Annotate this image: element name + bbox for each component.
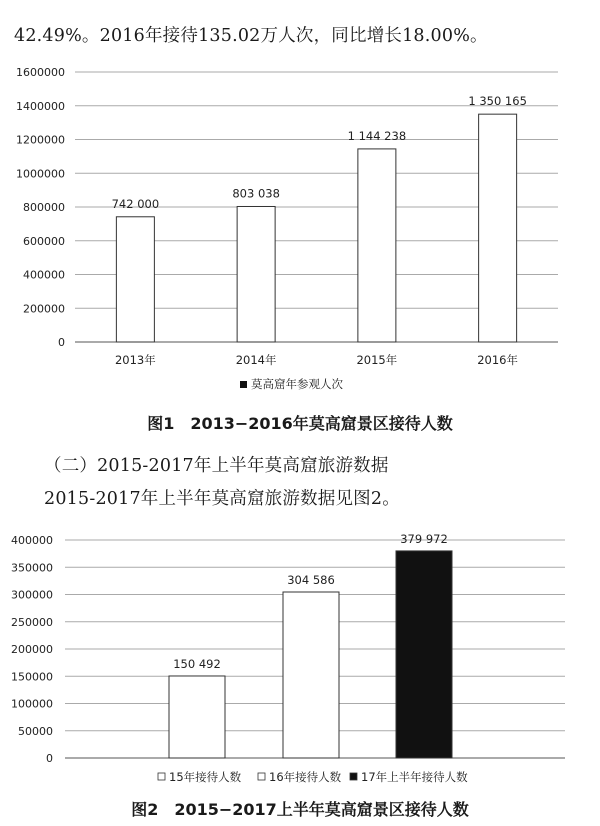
y-tick-label: 100000 — [11, 697, 53, 711]
y-tick-label: 400000 — [23, 268, 65, 282]
y-tick-label: 200000 — [11, 643, 53, 656]
data-label: 379 972 — [400, 531, 448, 546]
legend-marker — [350, 773, 357, 780]
chart-2 — [0, 518, 600, 788]
y-tick-label: 350000 — [11, 561, 53, 575]
legend-marker — [158, 773, 165, 780]
paragraph-line-3: 2015-2017年上半年莫高窟旅游数据见图2。 — [44, 489, 400, 509]
paragraph-line-1: 42.49%。2016年接待135.02万人次，同比增长18.00%。 — [14, 26, 488, 46]
bar — [358, 149, 396, 342]
y-tick-label: 0 — [58, 336, 65, 349]
y-tick-label: 200000 — [23, 302, 65, 316]
y-tick-label: 400000 — [11, 534, 53, 547]
bar — [396, 551, 452, 758]
data-label: 1 144 238 — [347, 128, 407, 143]
y-tick-label: 250000 — [11, 615, 53, 629]
y-tick-label: 1000000 — [16, 167, 65, 181]
legend-label: 15年接待人数 — [169, 770, 242, 784]
legend-marker — [258, 773, 265, 780]
x-tick-label: 2014年 — [235, 353, 277, 367]
bar — [237, 206, 275, 342]
y-tick-label: 1600000 — [16, 66, 65, 79]
figure-1-caption: 图1 2013−2016年莫高窟景区接待人数 — [147, 414, 453, 433]
bar — [283, 592, 339, 758]
x-tick-label: 2016年 — [477, 353, 519, 367]
bar — [479, 114, 517, 342]
data-label: 1 350 165 — [468, 94, 527, 109]
bar — [116, 217, 154, 342]
data-label: 803 038 — [232, 186, 280, 201]
y-tick-label: 0 — [46, 752, 53, 765]
figure-2-caption: 图2 2015−2017上半年莫高窟景区接待人数 — [131, 800, 469, 819]
legend-label: 16年接待人数 — [269, 770, 342, 784]
y-tick-label: 300000 — [11, 588, 53, 602]
legend-label: 莫高窟年参观人次 — [251, 377, 343, 391]
legend-label: 17年上半年接待人数 — [361, 770, 468, 784]
y-tick-label: 800000 — [23, 201, 65, 214]
y-tick-label: 50000 — [18, 724, 53, 738]
chart-1 — [0, 62, 600, 462]
y-tick-label: 1400000 — [16, 99, 65, 113]
section-heading: （二）2015-2017年上半年莫高窟旅游数据 — [44, 456, 389, 476]
data-label: 742 000 — [111, 196, 160, 211]
x-tick-label: 2013年 — [114, 353, 156, 367]
data-label: 304 586 — [287, 573, 335, 588]
bar — [169, 676, 225, 758]
legend-marker — [240, 381, 247, 388]
y-tick-label: 1200000 — [16, 133, 65, 147]
x-tick-label: 2015年 — [356, 353, 398, 367]
y-tick-label: 150000 — [11, 670, 53, 684]
y-tick-label: 600000 — [23, 234, 65, 248]
data-label: 150 492 — [173, 656, 221, 671]
